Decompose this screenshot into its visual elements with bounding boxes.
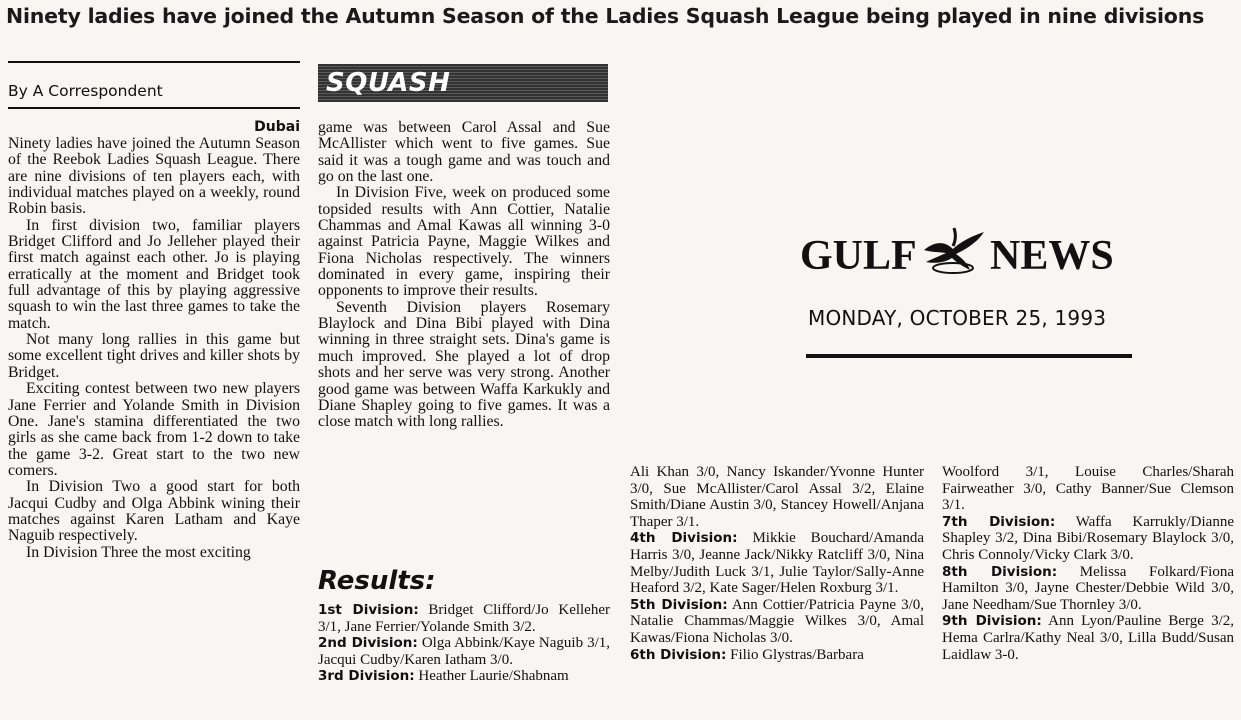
paragraph: Exciting contest between two new players Jane Ferrier and Yolande Smith in Division One. Jane's stamina differentiated the two girls as she came back from 1-2 down to take the game 3-2. Great start to the two new comers.	[8, 380, 300, 479]
division-results: Bridget Clifford/Jo Kelleher 3/1, Jane Ferrier/Yolande Smith 3/2.	[318, 602, 610, 635]
masthead-word-2: NEWS	[990, 233, 1114, 279]
results-column-2	[318, 602, 610, 685]
results-entry	[630, 530, 924, 596]
division-results: Melissa Folkard/Fiona Hamilton 3/0, Jayne Chester/Debbie Wild 3/0, Jane Needham/Sue Thornley 3/0.	[942, 563, 1234, 613]
results-title: Results:	[318, 566, 436, 596]
results-entry	[318, 602, 610, 635]
division-label: 2nd Division:	[318, 635, 418, 652]
division-label: 7th Division:	[942, 513, 1056, 530]
division-label: 9th Division:	[942, 613, 1042, 630]
falcon-emblem-icon	[918, 222, 988, 278]
paragraph: In Division Two a good start for both Jacqui Cudby and Olga Abbink wining their matches against Karen Latham and Kaye Naguib respectively.	[8, 478, 300, 545]
division-label: 6th Division:	[630, 646, 727, 663]
section-banner-label: SQUASH	[326, 68, 451, 98]
paragraph: Seventh Division players Rosemary Blaylock and Dina Bibi played with Dina winning in three straight sets. Dina's game is much improved. She played a lot of drop shots and her serve was very strong. Another good game was between Waffa Karkukly and Diane Shapley going to five games. It was a close match with long rallies.	[318, 298, 610, 431]
results-entry	[942, 564, 1234, 614]
results-column-4	[942, 464, 1234, 663]
section-banner	[318, 64, 608, 102]
division-results: Heather Laurie/Shabnam	[414, 668, 569, 685]
masthead-rule	[806, 354, 1132, 358]
results-entry	[942, 613, 1234, 663]
article-column-2	[318, 120, 610, 431]
paragraph: In Division Five, week on produced some topsided results with Ann Cottier, Natalie Chammas and Amal Kawas all winning 3-0 against Patricia Payne, Maggie Wilkes and Fiona Nicholas respectively. The winners dominated in every game, inspiring their opponents to improve their results.	[318, 184, 610, 300]
paragraph: In first division two, familiar players Bridget Clifford and Jo Jelleher played their first match against each other. Jo is playing erratically at the moment and Bridget took full advantage of this by playing aggressive squash to win the last three games to take the match.	[8, 216, 300, 332]
paragraph: In Division Three the most exciting	[26, 543, 251, 561]
article-column-1	[8, 118, 300, 561]
byline-rule-bottom	[8, 107, 300, 109]
division-label: 1st Division:	[318, 602, 419, 618]
results-entry	[630, 597, 924, 647]
paragraph: Ninety ladies have joined the Autumn Season of the Reebok Ladies Squash League. There are nine divisions of ten players each, with individual matches played on a weekly, round Robin basis.	[8, 135, 300, 218]
results-entry	[318, 635, 610, 668]
division-results: Waffa Karrukly/Dianne Shapley 3/2, Dina Bibi/Rosemary Blaylock 3/0, Chris Connoly/Vicky Clark 3/0.	[942, 513, 1234, 563]
paragraph: game was between Carol Assal and Sue McAllister which went to five games. Sue said it was a tough game and was touch and go on the last one.	[318, 119, 610, 186]
dateline: Dubai	[254, 119, 300, 135]
publication-date: MONDAY, OCTOBER 25, 1993	[808, 306, 1107, 330]
byline-rule-top	[8, 61, 300, 63]
byline: By A Correspondent	[8, 82, 163, 100]
results-entry	[318, 668, 610, 685]
results-column-3	[630, 464, 924, 663]
results-entry	[942, 514, 1234, 564]
division-results: Olga Abbink/Kaye Naguib 3/1, Jacqui Cudby/Karen Iatham 3/0.	[318, 635, 610, 668]
division-results: Ann Lyon/Pauline Berge 3/2, Hema Carlra/Kathy Neal 3/0, Lilla Budd/Susan Laidlaw 3-0.	[942, 613, 1234, 663]
division-label: 8th Division:	[942, 563, 1058, 580]
masthead-logo	[800, 232, 1120, 280]
results-entry: Woolford 3/1, Louise Charles/Sharah Fairweather 3/0, Cathy Banner/Sue Clemson 3/1.	[942, 464, 1234, 514]
division-results: Mikkie Bouchard/Amanda Harris 3/0, Jeanne Jack/Nikky Ratcliff 3/0, Nina Melby/Judith Luck 3/1, Julie Taylor/Sally-Anne Heaford 3/2, Kate Sager/Helen Roxburg 3/1.	[630, 530, 924, 597]
masthead-word-1: GULF	[800, 233, 917, 279]
division-label: 4th Division:	[630, 530, 738, 547]
division-results: Filio Glystras/Barbara	[726, 646, 864, 663]
division-label: 5th Division:	[630, 596, 728, 613]
paragraph: Not many long rallies in this game but some excellent tight drives and killer shots by Bridget.	[8, 331, 300, 381]
division-label: 3rd Division:	[318, 668, 415, 685]
article-headline: Ninety ladies have joined the Autumn Season of the Ladies Squash League being played in nine divisions	[6, 4, 1205, 28]
results-entry	[630, 647, 924, 664]
division-results: Ann Cottier/Patricia Payne 3/0, Natalie Chammas/Maggie Wilkes 3/0, Amal Kawas/Fiona Nicholas 3/0.	[630, 596, 924, 646]
results-entry: Ali Khan 3/0, Nancy Iskander/Yvonne Hunter 3/0, Sue McAllister/Carol Assal 3/2, Elaine Smith/Diane Austin 3/0, Stancey Howell/Anjana Thaper 3/1.	[630, 464, 924, 530]
